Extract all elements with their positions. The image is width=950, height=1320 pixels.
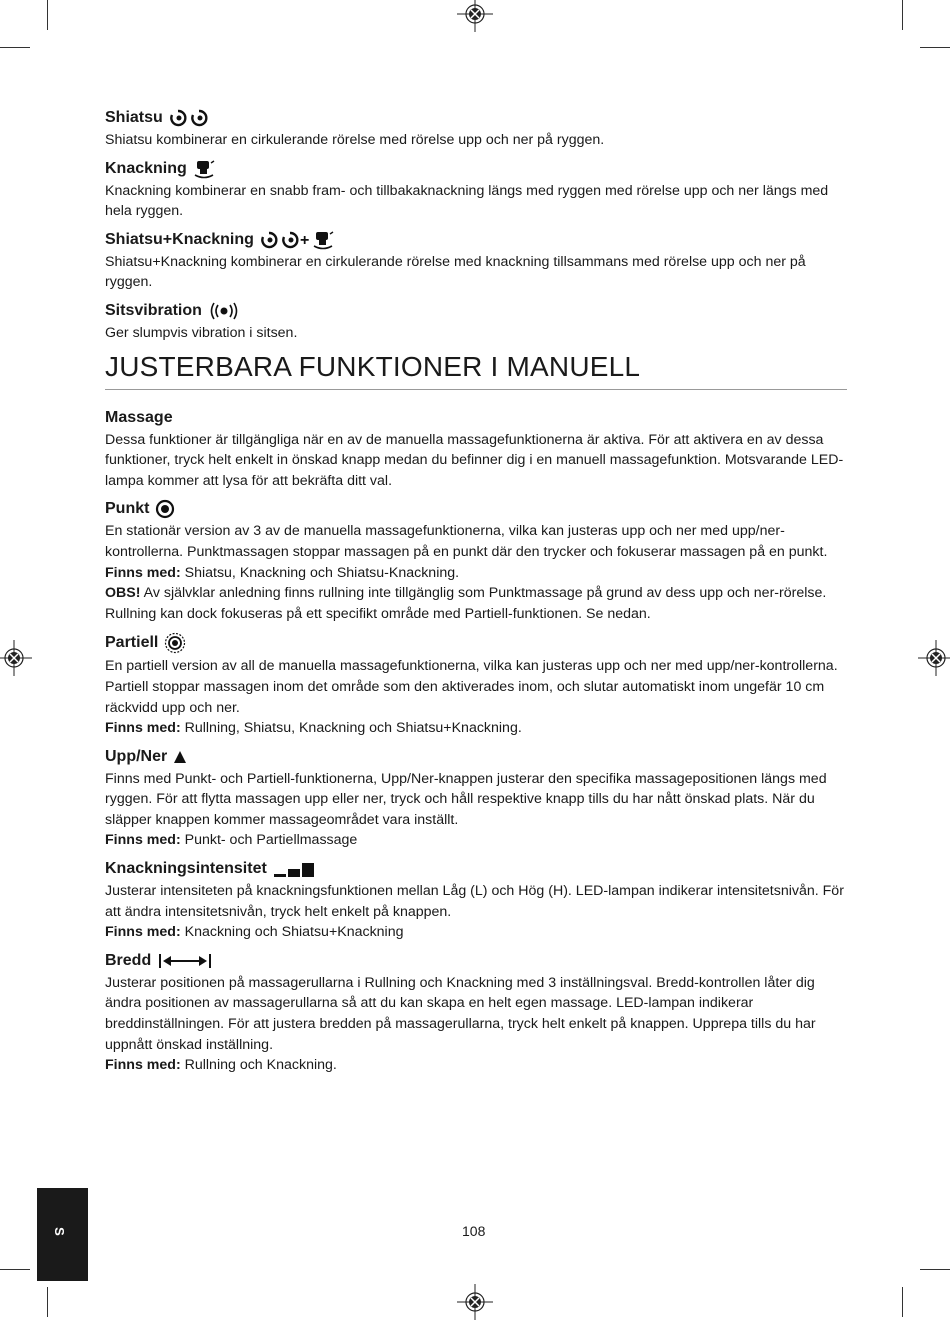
section-text: Knackning kombinerar en snabb fram- och tillbakaknackning längs med ryggen med rörelse upp och ner längs med hela ryggen. (105, 182, 829, 220)
svg-text:+: + (299, 231, 310, 249)
finns-med-label: Finns med: (105, 924, 181, 941)
section-bredd (105, 951, 847, 1076)
section-title: Massage (105, 408, 173, 426)
partial-icon (164, 632, 186, 654)
obs-line (105, 583, 847, 624)
finns-med-label: Finns med: (105, 832, 181, 849)
section-punkt (105, 499, 847, 624)
crop-mark (47, 0, 48, 30)
point-icon (155, 499, 175, 519)
section-title: Knackning (105, 159, 187, 177)
crop-mark (902, 0, 903, 30)
section-text: Justerar positionen på massagerullarna i Rullning och Knackning med 3 inställningsval. Bredd-kontrollen låter dig ändra positionen av massagerullarna så att du kan skapa en helt egen massage. LED-lampan indikerar breddinställningen. För att justera bredden på massagerullarna, tryck helt enkelt på knappen. Upprepa tills du har uppnått önskad inställning. (105, 974, 816, 1053)
crop-mark (920, 1269, 950, 1270)
section-partiell (105, 632, 847, 738)
section-intensitet (105, 859, 847, 943)
intensity-icon (273, 860, 315, 878)
finns-med-line (105, 1055, 847, 1076)
vibration-icon (208, 301, 240, 321)
section-text: En partiell version av all de manuella massagefunktionerna, vilka kan justeras upp och ner med upp/ner-kontrollerna. Partiell stoppar massagen inom det område som den aktiverades inom, och slutar automatiskt inom ungefär 10 cm räckvidd upp och ner. (105, 658, 838, 716)
language-side-tab (37, 1188, 88, 1281)
width-arrow-icon (157, 952, 213, 970)
section-text: Ger slumpvis vibration i sitsen. (105, 324, 298, 341)
obs-label: OBS! (105, 585, 141, 602)
section-title: Shiatsu (105, 109, 163, 126)
finns-med-text: Knackning och Shiatsu+Knackning (180, 924, 404, 941)
section-text: Justerar intensiteten på knackningsfunktionen mellan Låg (L) och Hög (H). LED-lampan indikerar intensitetsnivån. För att ändra intensitetsnivån, tryck helt enkelt på knappen. (105, 883, 844, 920)
section-title: Upp/Ner (105, 747, 168, 765)
section-text: Shiatsu kombinerar en cirkulerande rörelse med rörelse upp och ner på ryggen. (105, 132, 605, 148)
finns-med-label: Finns med: (105, 720, 181, 737)
finns-med-text: Shiatsu, Knackning och Shiatsu-Knackning. (180, 564, 460, 581)
obs-text: Av självklar anledning finns rullning inte tillgänglig som Punktmassage på grund av dess upp och ner-rörelse. Rullning kan dock fokuseras på ett specifikt område med Partiell-funktionen. Se nedan. (105, 585, 827, 622)
finns-med-line (105, 922, 847, 943)
page-content (105, 108, 847, 1084)
finns-med-label: Finns med: (105, 564, 181, 581)
section-text: Dessa funktioner är tillgängliga när en av de manuella massagefunktionerna är aktiva. För att aktivera en av dessa funktioner, tryck helt enkelt in önskad knapp medan du befinner dig i en manuell massagefunktion. Motsvarande LED-lampa kommer att lysa för att bekräfta ditt val. (105, 431, 844, 489)
crop-mark (902, 1287, 903, 1317)
page-heading: JUSTERBARA FUNKTIONER I MANUELL (105, 350, 641, 382)
section-shiatsu-knackning (105, 230, 847, 293)
section-knackning (105, 159, 847, 222)
finns-med-line (105, 563, 847, 584)
crop-mark (920, 47, 950, 48)
section-text: En stationär version av 3 av de manuella massagefunktionerna, vilka kan justeras upp och ner med upp/ner-kontrollerna. Punktmassagen stoppar massagen på en punkt där den trycker och fokuserar massagen på en punkt. (105, 523, 828, 560)
shiatsu-tapping-icon (260, 230, 338, 250)
finns-med-line (105, 718, 847, 739)
registration-mark-icon (918, 640, 950, 676)
section-sitsvibration (105, 301, 847, 344)
heading-rule (105, 389, 847, 390)
registration-mark-icon (457, 1284, 493, 1320)
section-text: Shiatsu+Knackning kombinerar en cirkulerande rörelse med knackning tillsammans med rörelse upp och ner på ryggen. (105, 253, 806, 291)
finns-med-text: Rullning, Shiatsu, Knackning och Shiatsu+Knackning. (180, 720, 522, 737)
section-title: Shiatsu+Knackning (105, 230, 254, 248)
section-title: Bredd (105, 951, 152, 969)
section-text: Finns med Punkt- och Partiell-funktionerna, Upp/Ner-knappen justerar den specifika massagepositionen längs med ryggen. För att flytta massagen upp eller ner, tryck och håll respektive knapp tills du har nått önskad plats. När du släpper knappen kommer massageområdet vara inställt. (105, 770, 827, 828)
finns-med-line (105, 830, 847, 851)
crop-mark (0, 1269, 30, 1270)
page-number: 108 (462, 1223, 486, 1239)
section-massage (105, 408, 847, 492)
finns-med-text: Rullning och Knackning. (180, 1057, 337, 1074)
section-title: Punkt (105, 500, 150, 518)
crop-mark (0, 47, 30, 48)
side-tab-label: S (51, 1227, 67, 1236)
up-arrow-icon (173, 750, 187, 764)
registration-mark-icon (0, 640, 32, 676)
section-title: Knackningsintensitet (105, 860, 267, 878)
section-title: Sitsvibration (105, 301, 202, 319)
section-title: Partiell (105, 634, 159, 652)
finns-med-text: Punkt- och Partiellmassage (180, 832, 358, 849)
section-shiatsu (105, 108, 847, 151)
tapping-icon (193, 159, 215, 179)
shiatsu-icon (169, 108, 209, 128)
finns-med-label: Finns med: (105, 1057, 181, 1074)
section-uppner (105, 747, 847, 851)
crop-mark (47, 1287, 48, 1317)
registration-mark-icon (457, 0, 493, 32)
